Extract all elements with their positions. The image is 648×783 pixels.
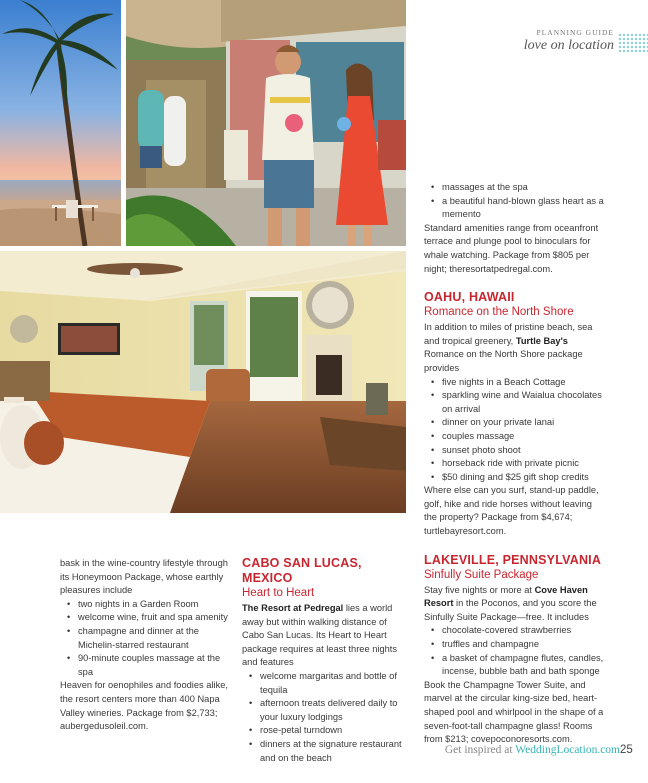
- pedregal-name: The Resort at Pedregal: [242, 603, 344, 613]
- lakeville-destination-heading: LAKEVILLE, PENNSYLVANIA: [424, 552, 602, 567]
- auberge-closing-text: Heaven for oenophiles and foodies alike, the resort centers more than 400 Napa Valley wineries. Package from $2,733; aubergedusoleil.com.: [60, 680, 228, 732]
- list-item: • sunset photo shoot: [424, 444, 604, 458]
- list-item: • sparkling wine and Waialua chocolates on arrival: [424, 389, 604, 416]
- list-item: • dinner on your private lanai: [424, 416, 604, 430]
- cabo-intro: The Resort at Pedregal lies a world away but within walking distance of Cabo San Lucas. Its Heart to Heart package requires at least three nights and features: [242, 603, 398, 668]
- page-number: 25: [620, 744, 633, 756]
- section-title: love on location: [523, 38, 614, 53]
- list-item: • 90-minute couples massage at the spa: [60, 652, 228, 679]
- list-item: • five nights in a Beach Cottage: [424, 376, 604, 390]
- footer-site-link[interactable]: WeddingLocation.com: [515, 744, 620, 756]
- list-item: • rose-petal turndown: [242, 724, 410, 738]
- list-item: • dinners at the signature restaurant and on the beach: [242, 738, 410, 765]
- lakeville-package-list: [424, 624, 604, 678]
- auberge-intro: bask in the wine-country lifestyle through its Honeymoon Package, whose earthly pleasures include: [60, 558, 228, 596]
- list-item: • $50 dining and $25 gift shop credits: [424, 471, 604, 485]
- middle-column: [242, 556, 410, 765]
- resort-suite-interior-photo: [0, 251, 406, 513]
- cabo-package-title: Heart to Heart: [242, 587, 315, 599]
- cabo-package-list: [242, 670, 410, 765]
- cabo-destination-heading: CABO SAN LUCAS, MEXICO: [242, 556, 362, 585]
- lakeville-package-title: Sinfully Suite Package: [424, 568, 539, 581]
- list-item: • chocolate-covered strawberries: [424, 624, 604, 638]
- cove-haven-name: Cove Haven Resort: [424, 584, 588, 609]
- list-item: • massages at the spa: [424, 181, 604, 195]
- oahu-intro: In addition to miles of pristine beach, sea and tropical greenery, Turtle Bay's Romance on the North Shore package provides: [424, 322, 593, 373]
- pedregal-amenities-list-cont: [424, 181, 604, 222]
- auberge-package-list: [60, 598, 228, 680]
- lakeville-closing-text: Book the Champagne Tower Suite, and marvel at the circular king-size bed, heart-shaped pool and whirlpool in the shape of a seven-foot-tall champagne glass! Rooms from $213; covepoconoresorts.com.: [424, 679, 604, 745]
- list-item: • truffles and champagne: [424, 638, 604, 652]
- oahu-closing-text: Where else can you surf, stand-up paddle, golf, hike and ride horses without leaving the property? Package from $4,674; turtlebayresort.com.: [424, 485, 599, 537]
- couple-shave-ice-photo: [126, 0, 406, 246]
- list-item: • afternoon treats delivered daily to your luxury lodgings: [242, 697, 410, 724]
- list-item: • welcome margaritas and bottle of tequila: [242, 670, 410, 697]
- oahu-package-list: [424, 376, 604, 485]
- list-item: • couples massage: [424, 430, 604, 444]
- lakeville-intro: Stay five nights or more at Cove Haven Resort in the Poconos, and you score the Sinfully Suite Package—free. It includes: [424, 584, 597, 622]
- planning-guide-kicker: PLANNING GUIDE: [536, 28, 614, 37]
- list-item: • champagne and dinner at the Michelin-starred restaurant: [60, 625, 228, 652]
- left-column: [60, 557, 228, 734]
- turtle-bay-name: Turtle Bay's: [515, 335, 568, 346]
- list-item: • a basket of champagne flutes, candles, incense, bubble bath and bath sponge: [424, 652, 604, 679]
- pedregal-closing-text: Standard amenities range from oceanfront terrace and plunge pool to binoculars for whale watching. Package from $805 per night; theresortatpedregal.com.: [424, 222, 599, 274]
- list-item: • two nights in a Garden Room: [60, 598, 228, 612]
- palm-sunset-photo: [0, 0, 121, 246]
- list-item: • welcome wine, fruit and spa amenity: [60, 611, 228, 625]
- right-column: [424, 181, 604, 747]
- header-dot-pattern: [618, 33, 648, 53]
- oahu-destination-heading: OAHU, HAWAII: [424, 290, 515, 305]
- oahu-package-title: Romance on the North Shore: [424, 306, 574, 319]
- page-footer: [400, 744, 620, 756]
- footer-lead: Get inspired at: [444, 744, 516, 756]
- list-item: • a beautiful hand-blown glass heart as a memento: [424, 195, 604, 222]
- section-header: [498, 28, 614, 54]
- list-item: • horseback ride with private picnic: [424, 457, 604, 471]
